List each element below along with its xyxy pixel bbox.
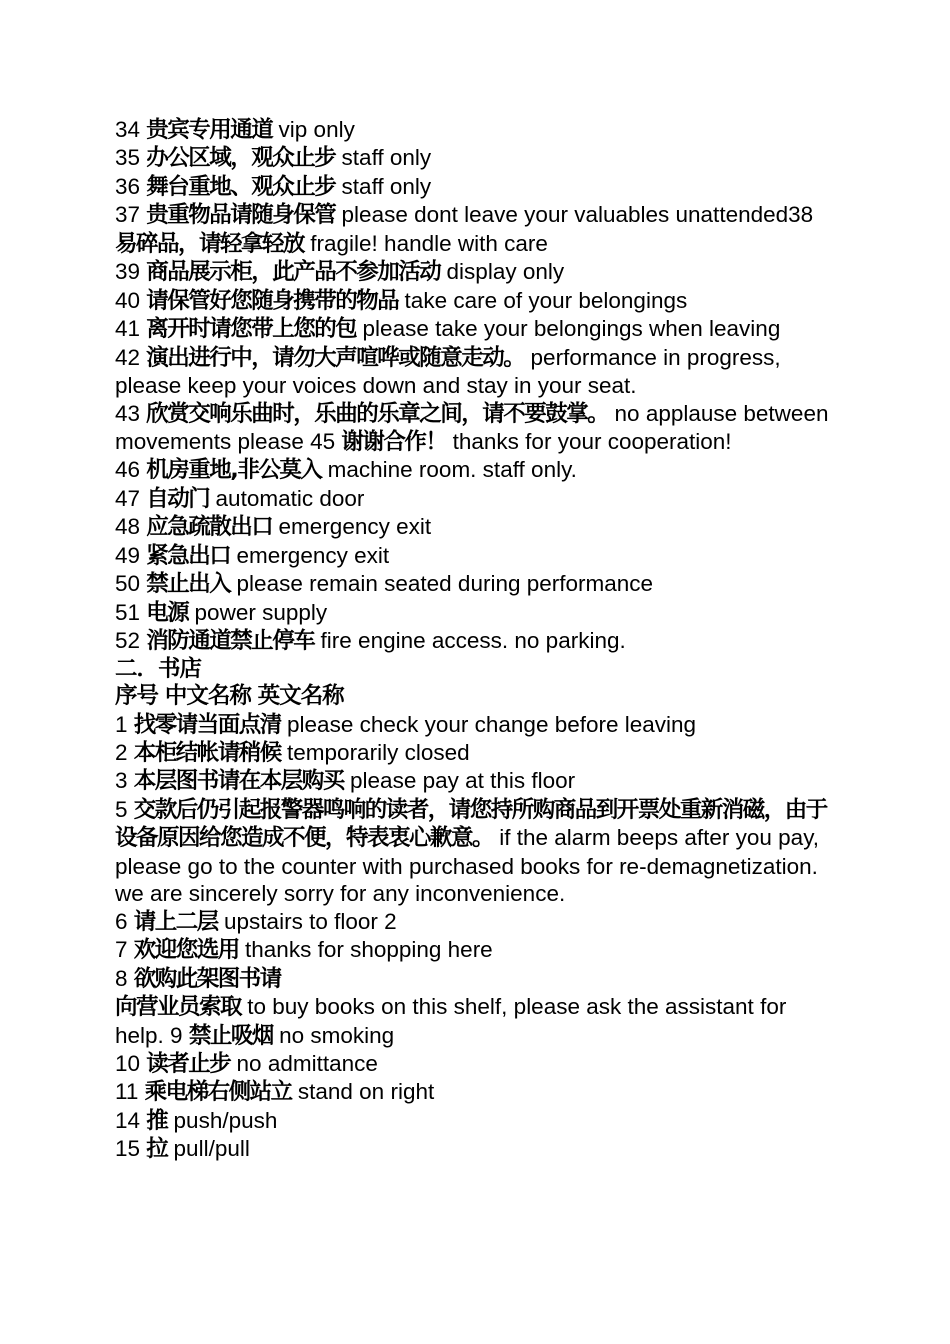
chinese-text: 欣赏交响乐曲时，乐曲的乐章之间，请不要鼓掌。 (146, 400, 609, 427)
english-text: please remain seated during performance (230, 571, 654, 597)
english-text: stand on right (291, 1079, 435, 1105)
entry-number: 10 (115, 1050, 147, 1076)
entry-35 (115, 144, 840, 172)
bookstore-entry-15 (115, 1135, 840, 1163)
chinese-text: 消防通道禁止停车 (146, 628, 315, 655)
english-text: please pay at this floor (343, 768, 576, 794)
entry-number: 51 (115, 599, 147, 625)
chinese-text: 读者止步 (146, 1050, 231, 1077)
entry-37-38 (115, 201, 840, 258)
chinese-text: 机房重地 (146, 457, 231, 484)
english-text: machine room. staff only. (321, 457, 577, 483)
chinese-text: 贵宾专用通道 (146, 117, 273, 143)
entry-number: 42 (115, 344, 147, 370)
entry-number: 3 (115, 768, 134, 794)
entry-36 (115, 173, 840, 201)
bookstore-entry-11 (115, 1078, 840, 1106)
english-text: performance in progress, please keep your voices down and stay in your seat. (115, 344, 781, 399)
english-text: thanks for shopping here (238, 937, 493, 963)
entry-number: 35 (115, 145, 147, 171)
entry-50 (115, 570, 840, 598)
entry-number: 46 (115, 457, 147, 483)
entry-51 (115, 599, 840, 627)
bookstore-entry-10 (115, 1050, 840, 1078)
english-text: fragile! handle with care (304, 230, 548, 256)
chinese-text: 向营业员索取 (115, 994, 242, 1021)
entry-41 (115, 315, 840, 343)
entry-47 (115, 485, 840, 513)
entry-number: 47 (115, 485, 147, 511)
chinese-text: 商品展示柜，此产品不参加活动 (146, 259, 441, 286)
entry-number: 15 (115, 1136, 147, 1162)
entry-number: 5 (115, 796, 134, 822)
entry-52 (115, 627, 840, 655)
english-text: take care of your belongings (398, 287, 688, 313)
chinese-text: 请上二层 (133, 908, 218, 935)
column-header: 序号 中文名称 英文名称 (115, 683, 344, 710)
english-text: please take your belongings when leaving (356, 316, 781, 342)
chinese-text: 自动门 (146, 485, 210, 512)
english-text: emergency exit (272, 514, 432, 540)
chinese-text: 应急疏散出口 (146, 514, 273, 541)
bookstore-entry-8-9 (115, 993, 840, 1050)
english-text: staff only (335, 145, 432, 171)
english-text: please check your change before leaving (280, 711, 697, 737)
bookstore-entry-7 (115, 936, 840, 964)
chinese-text: 贵重物品请随身保管 (146, 202, 336, 229)
chinese-text: 离开时请您带上您的包 (146, 316, 357, 343)
entry-number: 2 (115, 739, 134, 765)
bookstore-entry-6 (115, 908, 840, 936)
entry-number: 39 (115, 259, 147, 285)
bookstore-entry-3 (115, 767, 840, 795)
english-text: upstairs to floor 2 (217, 908, 397, 934)
entry-43-45 (115, 400, 840, 457)
chinese-text: 禁止吸烟 (188, 1022, 273, 1049)
bookstore-entry-14 (115, 1107, 840, 1135)
english-text: no admittance (230, 1050, 378, 1076)
bookstore-entry-1 (115, 711, 840, 739)
english-text: automatic door (209, 485, 365, 511)
english-text: no smoking (272, 1022, 395, 1048)
chinese-text: 拉 (146, 1136, 168, 1163)
document-page (115, 116, 840, 1164)
entry-number: 14 (115, 1107, 147, 1133)
english-text: if the alarm beeps after you pay, please go to the counter with purchased books for re-demagnetization. we are sincerely sorry for any inconvenience. (115, 825, 820, 907)
entry-49 (115, 542, 840, 570)
chinese-text: 欲购此架图书请 (133, 965, 281, 992)
entry-number: 43 (115, 400, 147, 426)
chinese-text: 本层图书请在本层购买 (133, 768, 344, 795)
entry-40 (115, 287, 840, 315)
english-text: vip only (272, 117, 355, 142)
entry-number: 52 (115, 628, 147, 654)
entry-number: 48 (115, 514, 147, 540)
english-text: thanks for your cooperation! (446, 428, 732, 454)
separator-text: , (230, 457, 238, 484)
chinese-text: 舞台重地、观众止步 (146, 173, 336, 200)
bookstore-entry-5 (115, 796, 840, 908)
chinese-text: 谢谢合作！ (341, 428, 447, 455)
english-text: pull/pull (167, 1136, 250, 1162)
entry-46 (115, 456, 840, 484)
chinese-text: 易碎品，请轻拿轻放 (115, 230, 305, 257)
chinese-text: 交款后仍引起报警器鸣响的读者，请您持所购商品到开票处重新消磁，由于设备原因给您造成不便，特表衷心歉意。 (115, 796, 827, 852)
chinese-text: 紧急出口 (146, 542, 231, 569)
english-text: push/push (167, 1107, 278, 1133)
entry-number: 11 (115, 1079, 145, 1105)
entry-34 (115, 116, 840, 144)
english-text: temporarily closed (280, 739, 470, 765)
chinese-text: 非公莫入 (237, 457, 322, 484)
entry-number: 7 (115, 937, 134, 963)
chinese-text: 禁止出入 (146, 571, 231, 598)
entry-number: 50 (115, 571, 147, 597)
entry-number: 34 (115, 117, 147, 142)
english-text: emergency exit (230, 542, 390, 568)
bookstore-entry-8 (115, 965, 840, 993)
bookstore-entry-2 (115, 739, 840, 767)
entry-number: 6 (115, 908, 134, 934)
entry-number: 40 (115, 287, 147, 313)
chinese-text: 演出进行中，请勿大声喧哗或随意走动。 (146, 344, 525, 371)
english-text: fire engine access. no parking. (314, 628, 626, 654)
entry-48 (115, 513, 840, 541)
english-text: please dont leave your valuables unattended38 (335, 202, 814, 228)
english-text: to buy books on this shelf, please ask the assistant for help. 9 (115, 994, 787, 1048)
entry-number: 49 (115, 542, 147, 568)
entry-number: 1 (115, 711, 134, 737)
entry-number: 8 (115, 965, 134, 991)
chinese-text: 电源 (146, 599, 189, 626)
english-text: display only (440, 259, 565, 285)
entry-42 (115, 344, 840, 400)
entry-39 (115, 258, 840, 286)
chinese-text: 乘电梯右侧站立 (144, 1079, 292, 1106)
section-heading: 二．书店 (115, 655, 202, 682)
chinese-text: 办公区域，观众止步 (146, 145, 336, 172)
chinese-text: 欢迎您选用 (133, 937, 239, 964)
chinese-text: 请保管好您随身携带的物品 (146, 287, 399, 314)
chinese-text: 找零请当面点清 (133, 711, 281, 738)
english-text: staff only (335, 173, 432, 199)
english-text: no applause between movements please 45 (115, 400, 829, 454)
entry-number: 37 (115, 202, 147, 228)
chinese-text: 推 (146, 1107, 168, 1134)
chinese-text: 本柜结帐请稍候 (133, 739, 281, 766)
entry-number: 41 (115, 316, 147, 342)
entry-number: 36 (115, 173, 147, 199)
english-text: power supply (188, 599, 328, 625)
